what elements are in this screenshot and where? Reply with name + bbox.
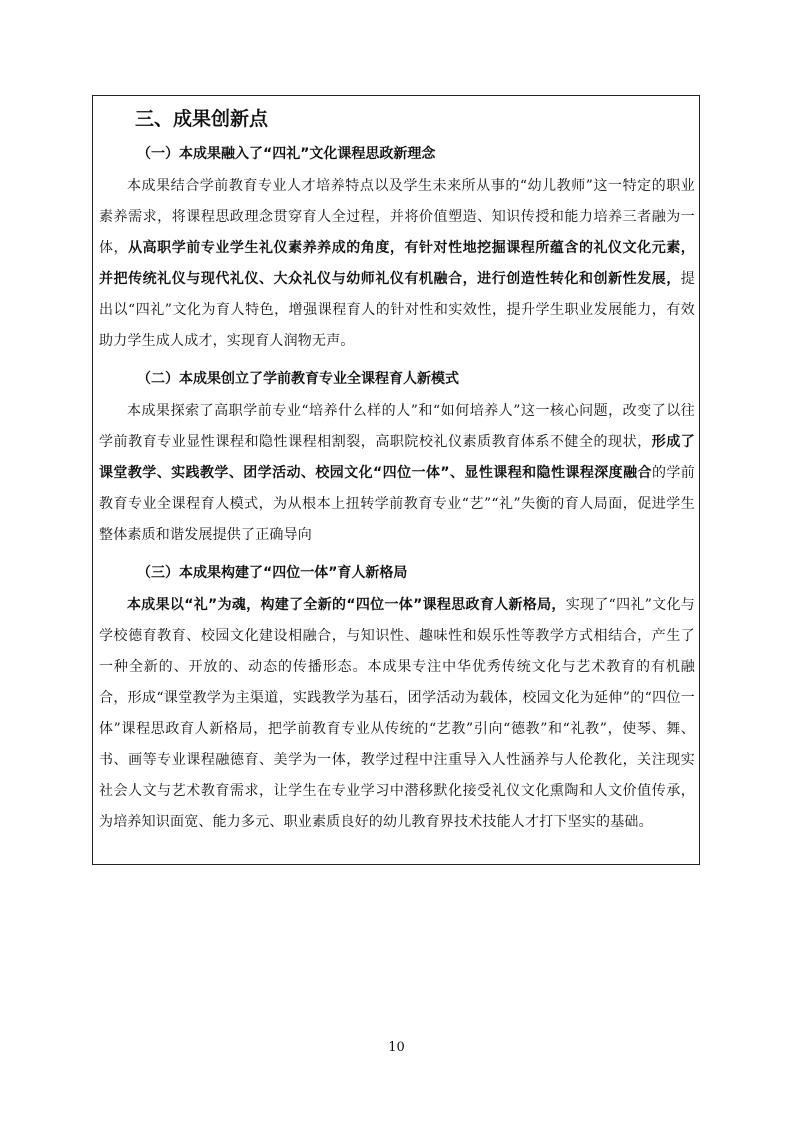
paragraph-1-text-b: 提出以“四礼”文化为育人特色，增强课程育人的针对性和实效性，提升学生职业发展能力，有效助力学生成人成才，实现育人润物无声。: [99, 271, 695, 349]
paragraph-3: [99, 590, 695, 838]
page-number: 10: [388, 1040, 405, 1055]
paragraph-2: [99, 396, 695, 551]
section-title: 三、成果创新点: [135, 108, 269, 130]
document-body: [99, 106, 695, 838]
paragraph-3-bold: 本成果以“礼”为魂，构建了全新的“四位一体”课程思政育人新格局，: [127, 597, 566, 613]
paragraph-2-bold: 形成了课堂教学、实践教学、团学活动、校园文化“四位一体”、显性课程和隐性课程深度融合: [99, 434, 695, 481]
paragraph-1: [99, 171, 695, 357]
paragraph-2-text-a: 本成果探索了高职学前专业“培养什么样的人”和“如何培养人”这一核心问题，改变了以往学前教育专业显性课程和隐性课程相割裂，高职院校礼仪素质教育体系不健全的现状，: [99, 403, 695, 450]
paragraph-1-text-a: 本成果结合学前教育专业人才培养特点以及学生未来所从事的“幼儿教师”这一特定的职业素养需求，将课程思政理念贯穿育人全过程，并将价值塑造、知识传授和能力培养三者融为一体，: [99, 178, 695, 256]
subsection-heading-2: （二）本成果创立了学前教育专业全课程育人新模式: [137, 371, 459, 387]
content-box: [92, 95, 700, 865]
paragraph-1-bold: 从高职学前专业学生礼仪素养养成的角度，有针对性地挖掘课程所蕴含的礼仪文化元素，并把传统礼仪与现代礼仪、大众礼仪与幼师礼仪有机融合，进行创造性转化和创新性发展，: [99, 240, 695, 287]
paragraph-2-text-b: 的学前教育专业全课程育人模式，为从根本上扭转学前教育专业“艺”“礼”失衡的育人局面，促进学生整体素质和谐发展提供了正确导向: [99, 465, 696, 543]
subsection-heading-3: （三）本成果构建了“四位一体”育人新格局: [137, 565, 408, 581]
subsection-heading-1: （一）本成果融入了“四礼”文化课程思政新理念: [137, 146, 436, 162]
paragraph-3-text: 实现了“四礼”文化与学校德育教育、校园文化建设相融合，与知识性、趣味性和娱乐性等教学方式相结合，产生了一种全新的、开放的、动态的传播形态。本成果专注中华优秀传统文化与艺术教育的有机融合，形成“课堂教学为主渠道，实践教学为基石，团学活动为载体，校园文化为延伸”的“四位一体”课程思政育人新格局，把学前教育专业从传统的“艺教”引向“德教”和“礼教”，使琴、舞、书、画等专业课程融德育、美学为一体，教学过程中注重导入人性涵养与人伦教化，关注现实社会人文与艺术教育需求，让学生在专业学习中潜移默化接受礼仪文化熏陶和人文价值传承，为培养知识面宽、能力多元、职业素质良好的幼儿教育界技术技能人才打下坚实的基础。: [99, 597, 695, 830]
